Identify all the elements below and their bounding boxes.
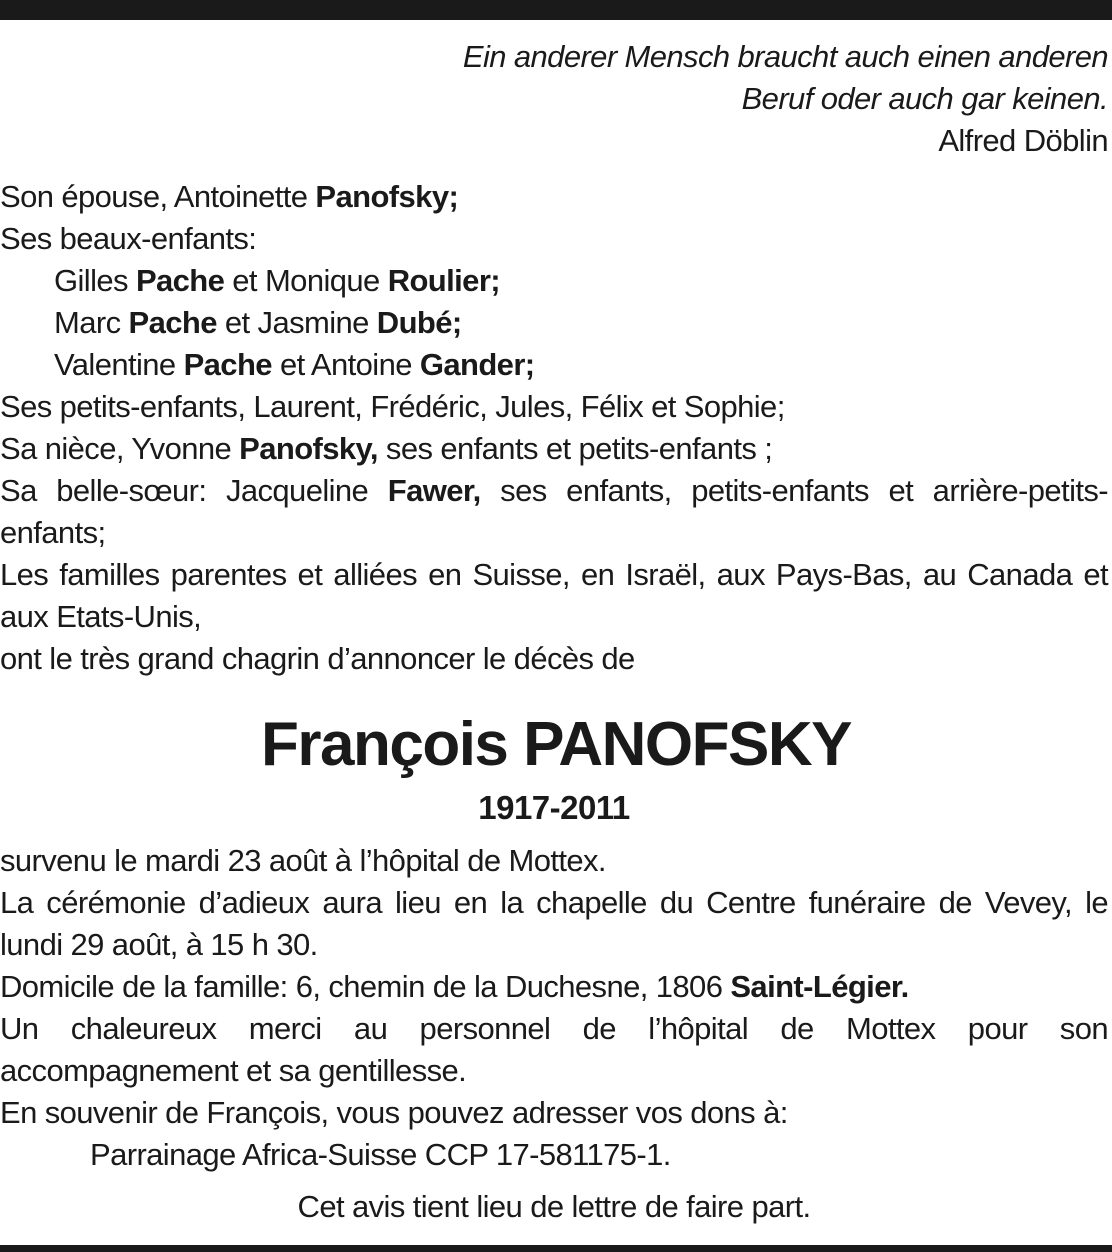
sister-in-law-paragraph bbox=[0, 470, 1108, 554]
epigraph-line-1: Ein anderer Mensch braucht auch einen anderen bbox=[462, 39, 1108, 74]
stepchild-joiner: et Jasmine bbox=[216, 305, 377, 340]
death-line: survenu le mardi 23 août à l’hôpital de Mottex. bbox=[0, 843, 606, 878]
ceremony-paragraph: La cérémonie d’adieux aura lieu en la chapelle du Centre funéraire de Vevey, le lundi 29 août, à 15 h 30. bbox=[0, 885, 1108, 962]
niece-prefix: Sa nièce, Yvonne bbox=[0, 431, 240, 466]
stepchildren-heading: Ses beaux-enfants: bbox=[0, 221, 257, 256]
obituary-notice bbox=[0, 36, 1108, 1228]
deceased-name: François PANOFSKY bbox=[260, 710, 852, 779]
stepchild-partner-surname: Roulier; bbox=[387, 263, 501, 298]
details-section bbox=[0, 840, 1108, 1228]
domicile-prefix: Domicile de la famille: 6, chemin de la Duchesne, 1806 bbox=[0, 969, 731, 1004]
stepchild-first: Valentine bbox=[54, 347, 184, 382]
spouse-line bbox=[0, 176, 1108, 218]
deceased-years: 1917-2011 bbox=[478, 789, 630, 826]
bottom-rule bbox=[0, 1245, 1112, 1252]
stepchild-line bbox=[0, 302, 1108, 344]
stepchild-line bbox=[0, 260, 1108, 302]
thanks-paragraph: Un chaleureux merci au personnel de l’hôpital de Mottex pour son accompagnement et sa gentillesse. bbox=[0, 1011, 1108, 1088]
stepchild-surname: Pache bbox=[128, 305, 217, 340]
spouse-surname: Panofsky; bbox=[315, 179, 459, 214]
relatives-paragraph: Les familles parentes et alliées en Suisse, en Israël, aux Pays-Bas, au Canada et aux Etats-Unis, bbox=[0, 557, 1108, 634]
niece-line bbox=[0, 428, 1108, 470]
closing-note: Cet avis tient lieu de lettre de faire part. bbox=[297, 1189, 811, 1224]
sister-in-law-suffix: ses enfants, petits-enfants et arrière-petits-enfants; bbox=[0, 473, 1108, 550]
donation-target: Parrainage Africa-Suisse CCP 17-581175-1. bbox=[90, 1137, 671, 1172]
niece-surname: Panofsky, bbox=[239, 431, 378, 466]
stepchild-joiner: et Antoine bbox=[271, 347, 420, 382]
grandchildren-line: Ses petits-enfants, Laurent, Frédéric, Jules, Félix et Sophie; bbox=[0, 389, 785, 424]
donations-line: En souvenir de François, vous pouvez adresser vos dons à: bbox=[0, 1095, 788, 1130]
stepchild-first: Gilles bbox=[54, 263, 136, 298]
stepchild-surname: Pache bbox=[183, 347, 272, 382]
stepchild-partner-surname: Gander; bbox=[419, 347, 535, 382]
epigraph-line-2: Beruf oder auch gar keinen. bbox=[741, 81, 1108, 116]
stepchild-first: Marc bbox=[54, 305, 129, 340]
announcement-line: ont le très grand chagrin d’annoncer le décès de bbox=[0, 641, 635, 676]
niece-suffix: ses enfants et petits-enfants ; bbox=[377, 431, 773, 466]
stepchild-line bbox=[0, 344, 1108, 386]
top-rule bbox=[0, 0, 1112, 20]
stepchild-surname: Pache bbox=[135, 263, 225, 298]
stepchild-partner-surname: Dubé; bbox=[376, 305, 462, 340]
sister-in-law-surname: Fawer, bbox=[387, 473, 481, 508]
domicile-place: Saint-Légier. bbox=[730, 969, 909, 1004]
domicile-line bbox=[0, 966, 1108, 1008]
spouse-prefix: Son épouse, Antoinette bbox=[0, 179, 316, 214]
epigraph bbox=[0, 36, 1108, 162]
family-list bbox=[0, 176, 1108, 680]
epigraph-author: Alfred Döblin bbox=[938, 123, 1108, 158]
stepchild-joiner: et Monique bbox=[224, 263, 388, 298]
sister-in-law-prefix: Sa belle-sœur: Jacqueline bbox=[0, 473, 388, 508]
